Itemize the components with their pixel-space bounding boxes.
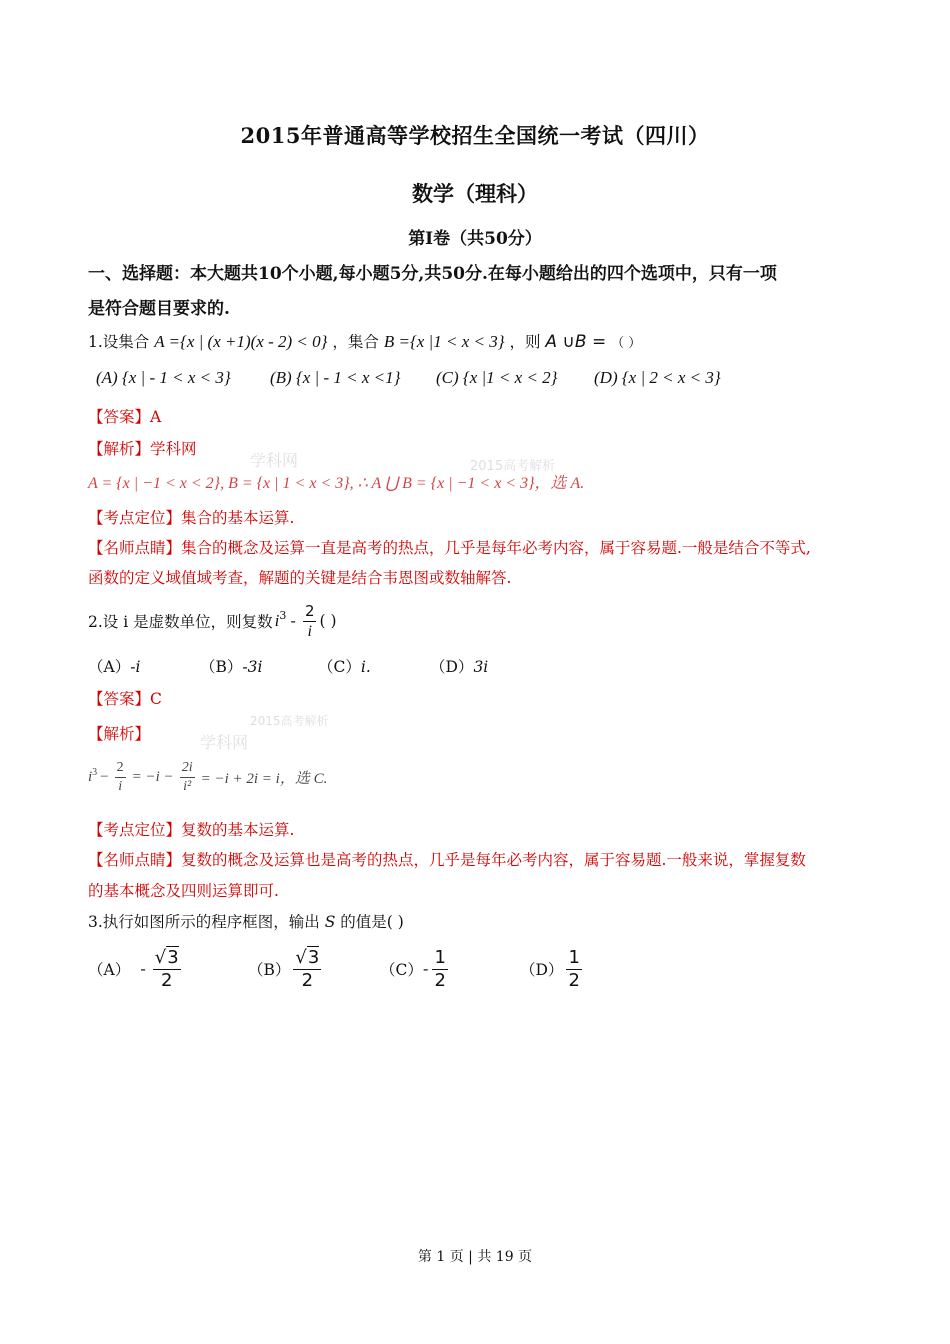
section-instruction-line1: 一、选择题：本大题共10个小题,每小题5分,共50分.在每小题给出的四个选项中，只有一项	[88, 264, 777, 284]
volume-heading: 第Ⅰ卷（共50分）	[408, 229, 542, 249]
q1-option-d: (D) {x | 2 < x < 3}	[594, 368, 721, 387]
q2-option-a	[88, 655, 140, 677]
q1-option-b: (B) {x | - 1 < x <1}	[270, 368, 401, 387]
q2-solution-minus: −	[100, 768, 109, 785]
q3-option-d-label: （D）	[520, 961, 564, 979]
q2-solution-fraction-1	[115, 759, 126, 796]
q1-analysis-label: 【解析】学科网	[88, 440, 197, 458]
q1-prefix: 1.设集合	[88, 333, 150, 351]
q2-option-a-value: -i	[130, 658, 141, 676]
q2-solution-fraction-1-denominator: i	[118, 778, 123, 794]
q1-then: ，则	[509, 333, 541, 351]
q2-option-c	[318, 655, 371, 677]
q2-comment-line1: 【名师点睛】复数的概念及运算也是高考的热点，几乎是每年必考内容，属于容易题.一般来说，掌握复数	[88, 851, 806, 869]
q2-fraction-denominator: i	[307, 622, 312, 640]
q2-solution-fraction-2-numerator: 2i	[180, 759, 195, 778]
q3-option-b-fraction	[293, 947, 321, 992]
q3-option-c-numerator: 1	[434, 946, 446, 968]
q2-analysis-label: 【解析】	[88, 725, 151, 743]
q1-comment-line1: 【名师点睛】集合的概念及运算一直是高考的热点，几乎是每年必考内容，属于容易题.一般是结合不等式,	[88, 539, 811, 557]
q2-prefix: 2.设 i 是虚数单位，则复数	[88, 613, 273, 631]
q2-solution-fraction-2-denominator: i²	[183, 778, 192, 794]
q1-answer: 【答案】A	[88, 408, 162, 426]
question-2-stem	[88, 598, 337, 644]
q2-solution-fraction-1-numerator: 2	[115, 759, 126, 778]
q2-solution-fraction-2	[180, 759, 195, 796]
q3-suffix: 的值是( )	[340, 913, 404, 931]
q2-option-d	[430, 655, 488, 677]
q3-option-a-radicand: 3	[167, 946, 179, 968]
q1-union: A ∪B =	[545, 332, 607, 352]
q3-option-a-fraction	[153, 947, 181, 992]
q3-option-a-denominator: 2	[161, 969, 173, 991]
q1-option-a: (A) {x | - 1 < x < 3}	[96, 368, 231, 387]
q3-option-b-radicand: 3	[307, 946, 320, 968]
q1-set-b: B ={x |1 < x < 3}	[383, 332, 505, 351]
exam-subtitle: 数学（理科）	[412, 181, 538, 206]
q3-option-b	[248, 944, 324, 994]
q2-option-b	[200, 655, 262, 677]
section-instruction-line2: 是符合题目要求的.	[88, 299, 230, 319]
question-3-stem	[88, 910, 404, 932]
watermark-text-4: 2015高考解析	[250, 714, 329, 728]
question-1-stem	[88, 330, 641, 352]
q2-i-base: i	[274, 611, 280, 630]
q2-minus: -	[290, 612, 296, 630]
watermark-text-3: 学科网	[200, 733, 249, 752]
q2-fraction	[303, 601, 317, 642]
exam-title: 2015年普通高等学校招生全国统一考试（四川）	[240, 123, 710, 148]
q1-option-c: (C) {x |1 < x < 2}	[436, 368, 558, 387]
q2-solution-exponent: 3	[92, 766, 98, 778]
q2-option-d-value: 3i	[473, 658, 489, 676]
q1-comment-line2: 函数的定义域值域考查，解题的关键是结合韦恩图或数轴解答.	[88, 569, 512, 587]
q1-knowledge-point: 【考点定位】集合的基本运算.	[88, 509, 295, 527]
q3-option-b-numerator: √3	[295, 946, 320, 968]
q3-option-c	[380, 944, 451, 994]
q1-solution: A = {x | −1 < x < 2}, B = {x | 1 < x < 3}, ∴ A ⋃ B = {x | −1 < x < 3}，选 A.	[88, 475, 585, 492]
q2-answer: 【答案】C	[88, 690, 162, 708]
q2-knowledge-point: 【考点定位】复数的基本运算.	[88, 821, 295, 839]
q3-option-d-denominator: 2	[568, 969, 580, 991]
q2-option-a-label: （A）	[88, 658, 131, 676]
q3-option-c-denominator: 2	[434, 969, 446, 991]
q3-option-a-sign: -	[140, 960, 146, 978]
q3-variable: S	[324, 913, 336, 931]
q1-mid: ，集合	[332, 333, 379, 351]
q3-prefix: 3.执行如图所示的程序框图，输出	[88, 913, 320, 931]
q3-option-b-label: （B）	[248, 961, 291, 979]
q2-i-exponent: 3	[279, 608, 287, 622]
watermark-text-2: 2015高考解析	[470, 459, 556, 474]
q3-option-d-fraction	[566, 947, 581, 992]
q3-option-c-sign: -	[422, 960, 429, 978]
q3-option-d-numerator: 1	[568, 946, 580, 968]
q2-paren: ( )	[319, 612, 337, 630]
watermark-text: 学科网	[250, 451, 299, 470]
q3-option-a-label: （A）	[88, 961, 131, 979]
q2-fraction-numerator: 2	[304, 601, 315, 620]
q1-set-a: A ={x | (x +1)(x - 2) < 0}	[154, 332, 328, 351]
q2-option-c-value: i.	[360, 658, 371, 676]
q2-option-b-label: （B）	[200, 658, 243, 676]
q3-option-d	[520, 944, 585, 994]
q2-option-c-label: （C）	[318, 658, 361, 676]
q2-option-b-value: -3i	[242, 658, 263, 676]
q1-paren: （ ）	[611, 336, 642, 351]
q2-solution-step-1: = −i −	[131, 768, 174, 785]
q3-option-c-label: （C）	[380, 961, 423, 979]
q3-option-c-fraction	[432, 947, 447, 992]
q2-solution-step-2: = −i + 2i = i，选 C.	[200, 770, 328, 787]
page-footer: 第 1 页 | 共 19 页	[417, 1249, 533, 1265]
q2-comment-line2: 的基本概念及四则运算即可.	[88, 882, 279, 900]
q3-option-a-numerator: √3	[154, 946, 179, 968]
q2-solution	[88, 752, 327, 802]
q2-solution-i: i	[88, 768, 93, 785]
q3-option-b-denominator: 2	[301, 969, 314, 991]
q2-option-d-label: （D）	[430, 658, 474, 676]
q3-option-a	[88, 944, 184, 994]
